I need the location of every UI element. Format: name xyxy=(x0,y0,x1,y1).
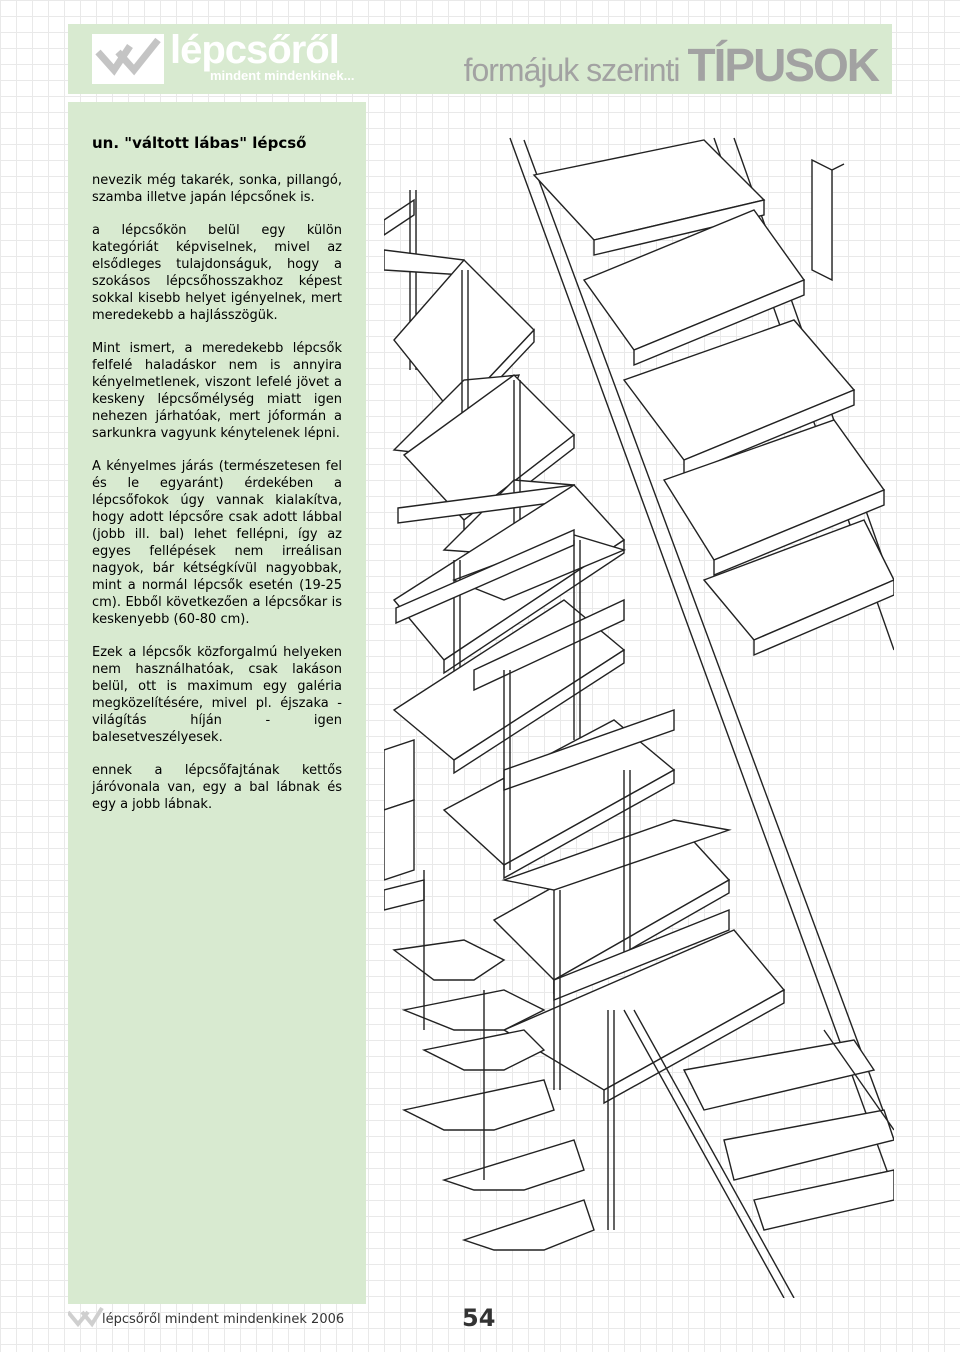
text-sidebar xyxy=(68,102,366,1304)
paragraph: ennek a lépcsőfajtának kettős járóvonala van, egy a bal lábnak és egy a jobb lábnak. xyxy=(92,763,342,812)
section-subtitle: formájuk szerinti xyxy=(463,52,680,88)
page-number: 54 xyxy=(462,1304,496,1332)
paragraph: nevezik még takarék, sonka, pillangó, szamba illetve japán lépcsőnek is. xyxy=(92,173,342,205)
logo-icon xyxy=(92,34,164,84)
logo-title: lépcsőről xyxy=(170,28,339,72)
footer-text: lépcsőről mindent mindenkinek 2006 xyxy=(102,1312,345,1327)
page-header xyxy=(68,24,892,94)
sidebar-body xyxy=(92,172,342,829)
paragraph: Ezek a lépcsők közforgalmú helyeken nem használhatóak, csak lakáson belül, ott is maximum egy galéria megközelítésére, mivel pl. éjszaka - világítás híján - igen balesetveszélyesek. xyxy=(92,645,342,745)
section-heading xyxy=(464,38,878,92)
paragraph: a lépcsőkön belül egy külön kategóriát képviselnek, mivel az elsődleges tulajdonságuk, hogy a szokásos lépcsőhosszakhoz képest sokkal kisebb helyet igényelnek, mert meredekebb a hajlásszögük. xyxy=(92,223,342,323)
stair-illustration xyxy=(384,130,894,1298)
paragraph: Mint ismert, a meredekebb lépcsők felfelé haladáskor nem is annyira kényelmetlenek, viszont lefelé jövet a keskeny lépcsőmélység miatt igen nehezen járhatóak, mert jóformán a sarkunkra vagyunk kénytelenek lépni. xyxy=(92,341,342,441)
post xyxy=(812,160,832,280)
paragraph: A kényelmes járás (természetesen fel és le egyaránt) érdekében a lépcsőfokok úgy vannak kialakítva, hogy adott lépcsőre csak adott lábbal (jobb ill. bal) lehet fellépni, így az egyes fellépések nem irreálisan nagyok, bár kétségkívül nagyobbak, mint a normál lépcsők esetén (19-25 cm). Ebből következően a lépcsőkar is keskenyebb (60-80 cm). xyxy=(92,459,342,627)
sidebar-title: un. "váltott lábas" lépcső xyxy=(92,134,307,152)
section-title: TÍPUSOK xyxy=(687,39,878,91)
logo-subtitle: mindent mindenkinek... xyxy=(210,68,355,83)
